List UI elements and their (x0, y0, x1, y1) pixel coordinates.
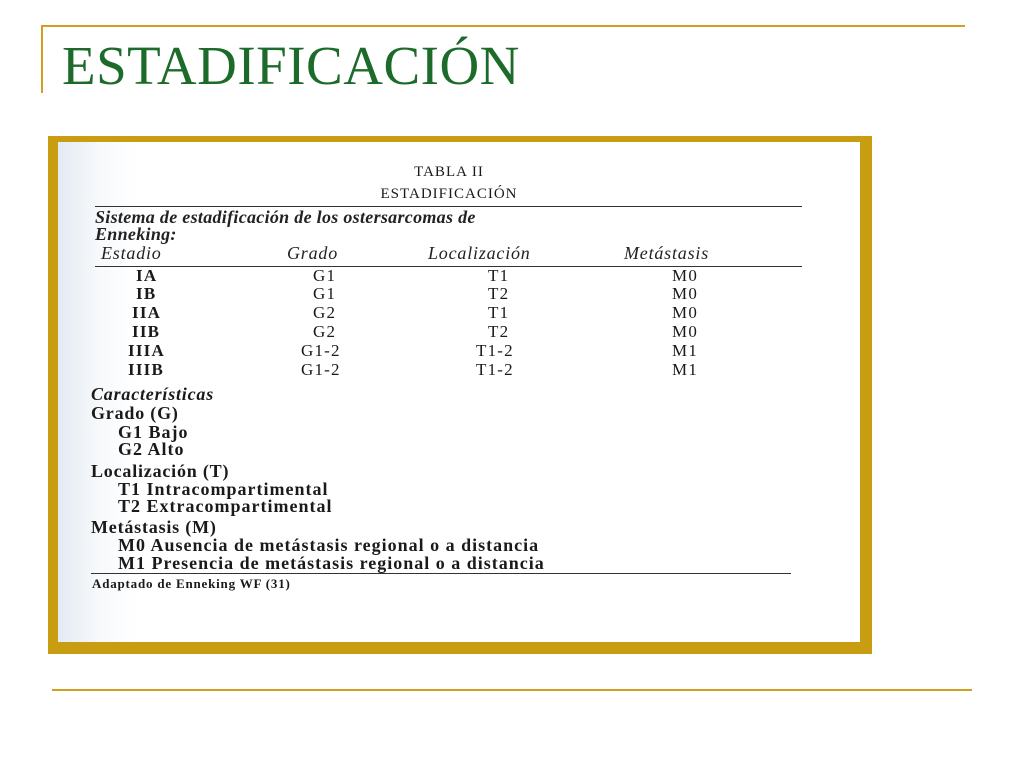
system-caption-line1: Sistema de estadificación de los ostersarcomas de (95, 207, 476, 227)
row2-metastasis: M0 (672, 284, 699, 303)
row6-grado: G1-2 (301, 360, 341, 379)
row2-grado: G1 (313, 284, 337, 303)
location-item-1: T1 Intracompartimental (118, 479, 329, 499)
row2-localizacion: T2 (488, 284, 510, 303)
top-accent-line (41, 25, 965, 27)
row4-metastasis: M0 (672, 322, 699, 341)
row4-grado: G2 (313, 322, 337, 341)
row4-localizacion: T2 (488, 322, 510, 341)
row1-localizacion: T1 (488, 266, 510, 285)
slide-title: ESTADIFICACIÓN (62, 35, 520, 96)
location-title: Localización (T) (91, 461, 230, 481)
row6-localizacion: T1-2 (476, 360, 514, 379)
row1-grado: G1 (313, 266, 337, 285)
row2-estadio: IB (136, 284, 157, 303)
row6-estadio: IIIB (128, 360, 164, 379)
grade-item-1: G1 Bajo (118, 422, 189, 442)
row5-metastasis: M1 (672, 341, 699, 360)
table-source: Adaptado de Enneking WF (31) (92, 576, 291, 591)
side-accent-line (41, 25, 43, 93)
row6-metastasis: M1 (672, 360, 699, 379)
metastasis-item-2: M1 Presencia de metástasis regional o a distancia (118, 553, 545, 573)
row1-estadio: IA (136, 266, 158, 285)
column-header-estadio: Estadio (101, 243, 162, 263)
table-name: ESTADIFICACIÓN (380, 186, 518, 202)
metastasis-item-1: M0 Ausencia de metástasis regional o a distancia (118, 535, 540, 555)
column-header-grado: Grado (287, 243, 339, 263)
row3-localizacion: T1 (488, 303, 510, 322)
row3-estadio: IIA (132, 303, 162, 322)
footer-rule (91, 573, 791, 574)
row4-estadio: IIB (132, 322, 161, 341)
row3-metastasis: M0 (672, 303, 699, 322)
grade-item-2: G2 Alto (118, 439, 185, 459)
system-caption (95, 209, 802, 243)
bottom-accent-line (52, 689, 972, 691)
characteristics-title: Características (91, 384, 214, 404)
row3-grado: G2 (313, 303, 337, 322)
row1-metastasis: M0 (672, 266, 699, 285)
location-item-2: T2 Extracompartimental (118, 496, 333, 516)
row5-estadio: IIIA (128, 341, 165, 360)
row5-grado: G1-2 (301, 341, 341, 360)
column-header-metastasis: Metástasis (624, 243, 710, 263)
row5-localizacion: T1-2 (476, 341, 514, 360)
table-image-frame (48, 136, 872, 654)
system-caption-line2: Enneking: (95, 224, 177, 244)
column-header-localizacion: Localización (428, 243, 531, 263)
grade-title: Grado (G) (91, 403, 179, 423)
scanned-table (58, 142, 860, 642)
table-number: TABLA II (414, 164, 484, 180)
metastasis-title: Metástasis (M) (91, 517, 217, 537)
